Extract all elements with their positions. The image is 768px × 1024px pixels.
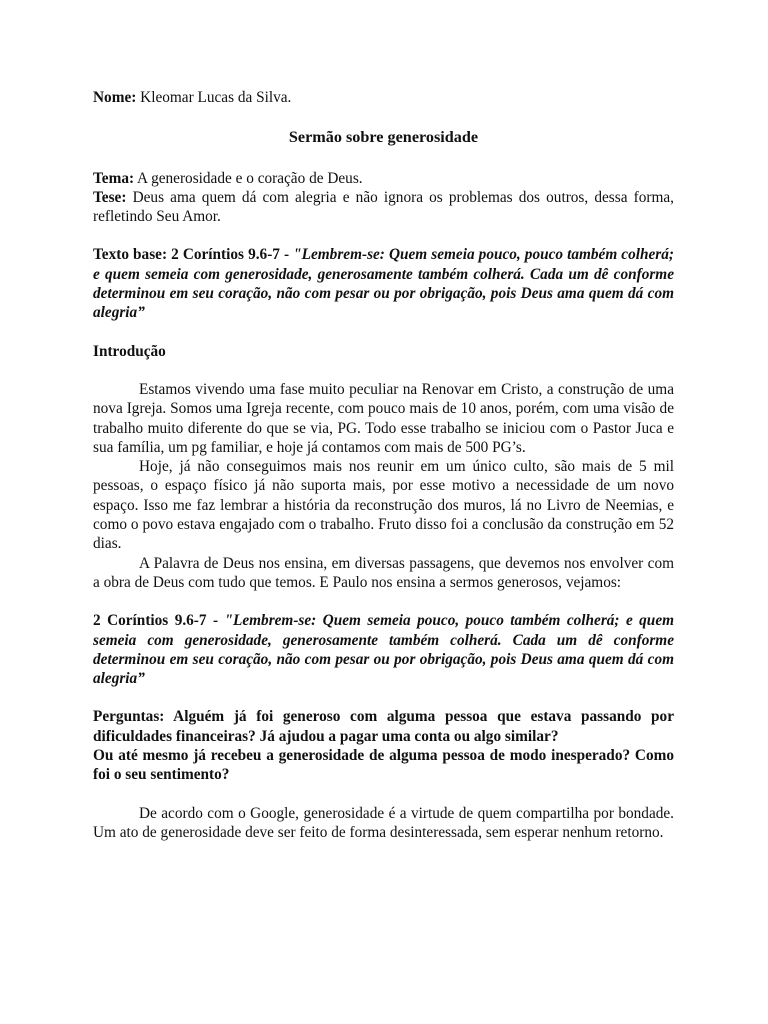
base-text bbox=[93, 245, 674, 322]
spacer bbox=[93, 592, 674, 611]
questions-text-2: Ou até mesmo já recebeu a generosidade de alguma pessoa de modo inesperado? Como foi o seu sentimento? bbox=[93, 747, 674, 784]
spacer bbox=[93, 688, 674, 707]
questions-text-1: Perguntas: Alguém já foi generoso com alguma pessoa que estava passando por dificuldades financeiras? Já ajudou a pagar uma conta ou algo similar? bbox=[93, 708, 674, 745]
thesis-label: Tese: bbox=[93, 188, 127, 206]
thesis-line bbox=[93, 188, 674, 227]
verse-ref: 2 Coríntios 9.6-7 - bbox=[93, 612, 225, 630]
page-title: Sermão sobre generosidade bbox=[288, 128, 479, 147]
author-line bbox=[93, 88, 674, 107]
spacer bbox=[93, 785, 674, 804]
paragraph-2: Hoje, já não conseguimos mais nos reunir em um único culto, são mais de 5 mil pessoas, o espaço físico já não suporta mais, por esse motivo a necessidade de um novo espaço. Isso me faz lembrar a história da reconstrução dos muros, lá no Livro de Neemias, e como o povo estava engajado com o trabalho. Fruto disso foi a conclusão da construção em 52 dias. bbox=[93, 458, 674, 553]
spacer bbox=[93, 361, 674, 380]
spacer bbox=[93, 323, 674, 342]
author-label: Nome: bbox=[93, 89, 137, 106]
paragraph-3: A Palavra de Deus nos ensina, em diversas passagens, que devemos nos envolver com a obra de Deus com tudo que temos. E Paulo nos ensina a sermos generosos, vejamos: bbox=[93, 554, 674, 591]
theme-line bbox=[93, 169, 674, 188]
theme-text: A generosidade e o coração de Deus. bbox=[134, 169, 363, 187]
introduction-heading-text: Introdução bbox=[93, 342, 166, 360]
verse-quote bbox=[93, 611, 674, 688]
closing-paragraph: De acordo com o Google, generosidade é a virtude de quem compartilha por bondade. Um ato de generosidade deve ser feito de forma desinteressada, sem esperar nenhum retorno. bbox=[93, 804, 674, 841]
base-text-quote: "Lembrem-se: Quem semeia pouco, pouco também colherá; e quem semeia com generosidade, generosamente também colherá. Cada um dê conforme determinou em seu coração, não com pesar ou por obrigação, pois Deus ama quem dá com alegria” bbox=[93, 246, 674, 322]
introduction-heading bbox=[93, 342, 674, 361]
spacer bbox=[93, 226, 674, 245]
verse-text: "Lembrem-se: Quem semeia pouco, pouco também colherá; e quem semeia com generosidade, generosamente também colherá. Cada um dê conforme determinou em seu coração, não com pesar ou por obrigação, pois Deus ama quem dá com alegria” bbox=[93, 612, 675, 688]
questions-line-2 bbox=[93, 746, 674, 785]
paragraph-1: Estamos vivendo uma fase muito peculiar na Renovar em Cristo, a construção de uma nova Igreja. Somos uma Igreja recente, com pouco mais de 10 anos, porém, com uma visão de trabalho muito diferente do que se via, PG. Todo esse trabalho se iniciou com o Pastor Juca e sua família, um pg familiar, e hoje já contamos com mais de 500 PG’s. bbox=[93, 380, 674, 456]
thesis-text: Deus ama quem dá com alegria e não ignora os problemas dos outros, dessa forma, refletindo Seu Amor. bbox=[93, 188, 674, 226]
theme-label: Tema: bbox=[93, 169, 135, 187]
questions-line-1 bbox=[93, 707, 674, 746]
author-name: Kleomar Lucas da Silva. bbox=[136, 89, 292, 106]
base-text-label: Texto base: 2 Coríntios 9.6-7 - bbox=[93, 246, 294, 264]
